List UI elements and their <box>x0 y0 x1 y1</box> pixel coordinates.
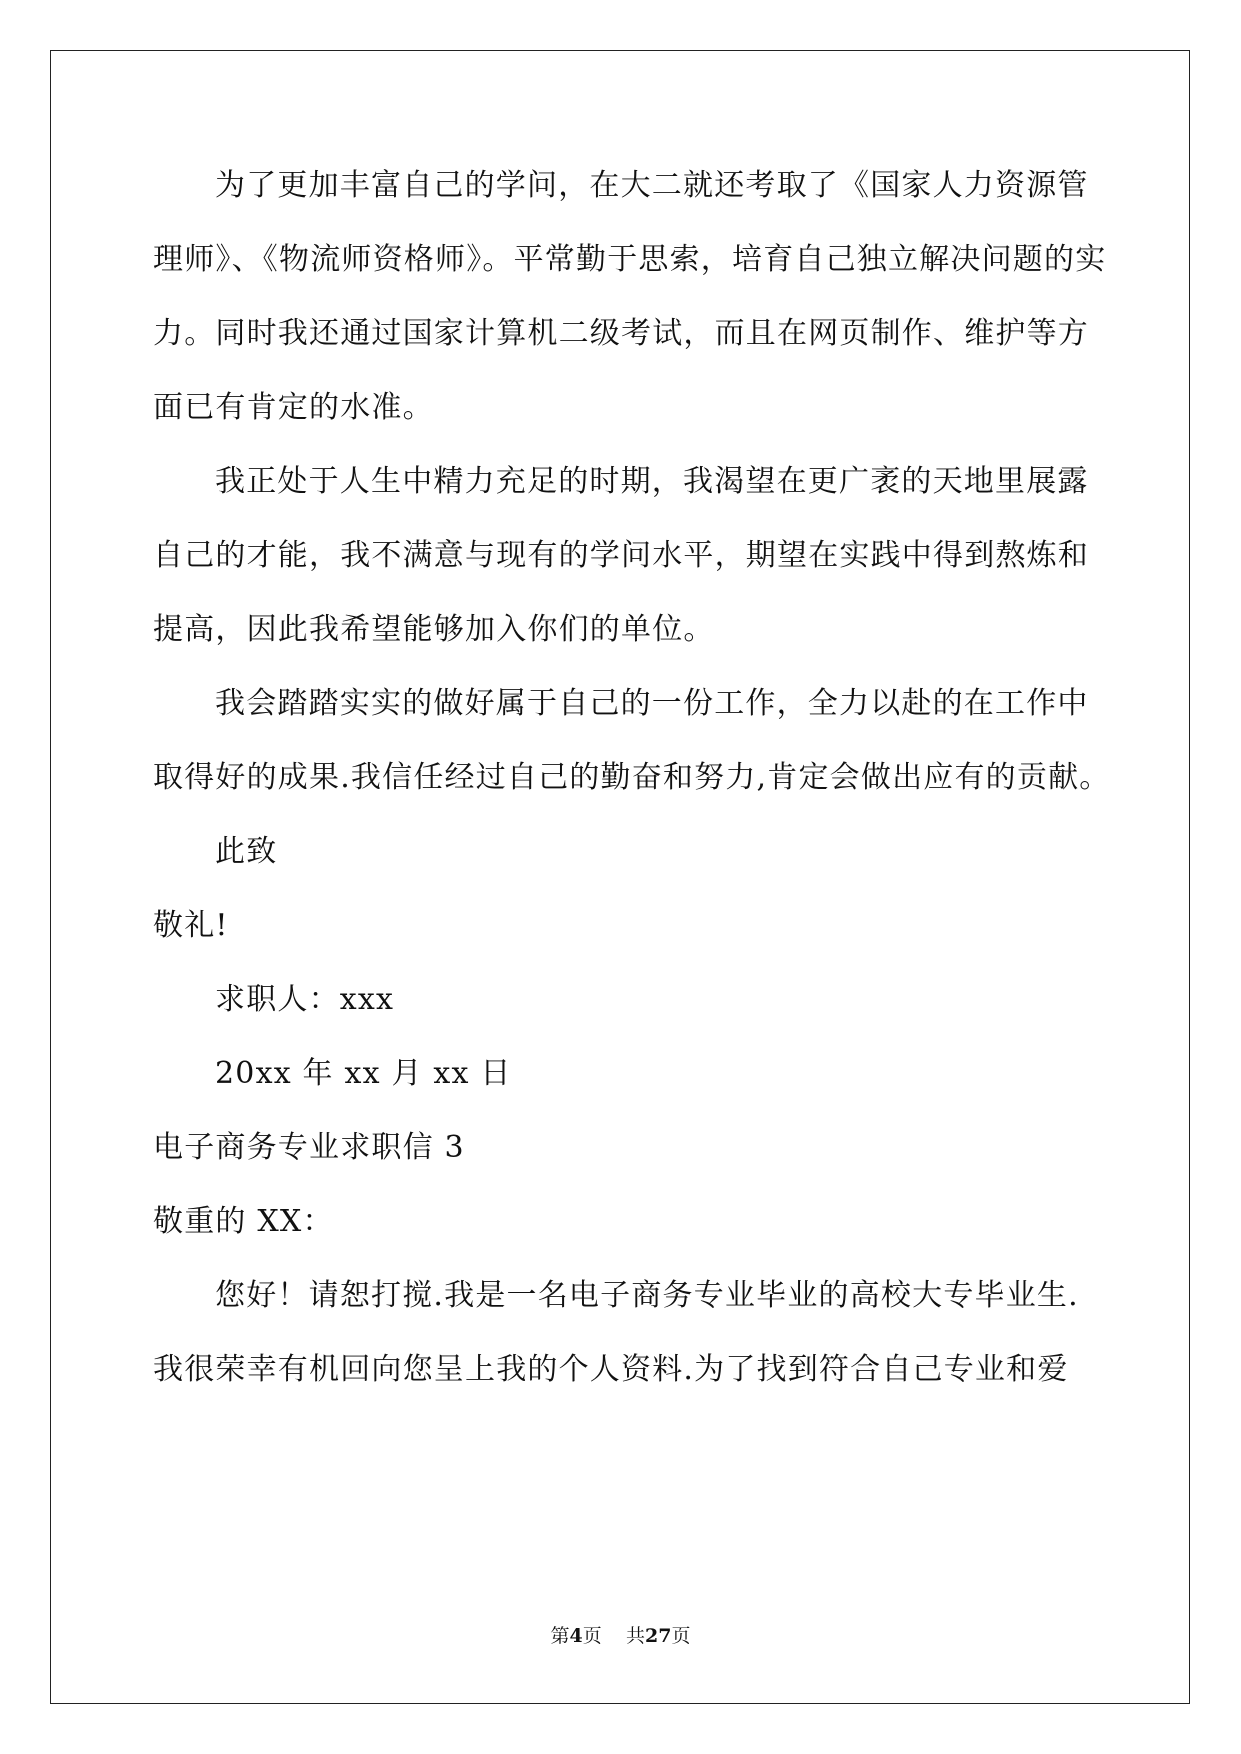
paragraph-line: 我会踏踏实实的做好属于自己的一份工作，全力以赴的在工作中 <box>215 686 1089 721</box>
total-pages: 27 <box>644 1625 672 1647</box>
paragraph-line: 理师》、《物流师资格师》。平常勤于思索，培育自己独立解决问题的实 <box>153 242 1107 277</box>
paragraph-line: 提高，因此我希望能够加入你们的单位。 <box>153 612 715 647</box>
paragraph-line: 自己的才能，我不满意与现有的学问水平，期望在实践中得到熬炼和 <box>153 538 1089 573</box>
total-suffix: 页 <box>671 1625 691 1647</box>
closing-regards: 敬礼! <box>153 908 229 943</box>
applicant-signature: 求职人：xxx <box>215 982 395 1017</box>
paragraph-line: 为了更加丰富自己的学问，在大二就还考取了《国家人力资源管 <box>215 168 1089 203</box>
paragraph-line: 力。同时我还通过国家计算机二级考试，而且在网页制作、维护等方 <box>153 316 1089 351</box>
paragraph-line: 取得好的成果.我信任经过自己的勤奋和努力,肯定会做出应有的贡献。 <box>153 760 1111 795</box>
paragraph-line: 我很荣幸有机回向您呈上我的个人资料.为了找到符合自己专业和爱 <box>153 1352 1069 1387</box>
total-prefix: 共 <box>625 1625 645 1647</box>
paragraph-line: 面已有肯定的水准。 <box>153 390 434 425</box>
letter-date: 20xx 年 xx 月 xx 日 <box>215 1056 512 1091</box>
paragraph-line: 我正处于人生中精力充足的时期，我渴望在更广袤的天地里展露 <box>215 464 1089 499</box>
page-border <box>50 50 1190 1704</box>
page-suffix: 页 <box>582 1625 602 1647</box>
page-prefix: 第 <box>550 1625 570 1647</box>
letter-greeting: 敬重的 XX： <box>153 1204 334 1239</box>
page-number: 4 <box>569 1625 583 1647</box>
page-footer <box>0 1624 1241 1648</box>
closing-salutation: 此致 <box>215 834 278 869</box>
paragraph-line: 您好！请恕打搅.我是一名电子商务专业毕业的高校大专毕业生. <box>215 1278 1079 1313</box>
section-title: 电子商务专业求职信 3 <box>153 1130 465 1165</box>
